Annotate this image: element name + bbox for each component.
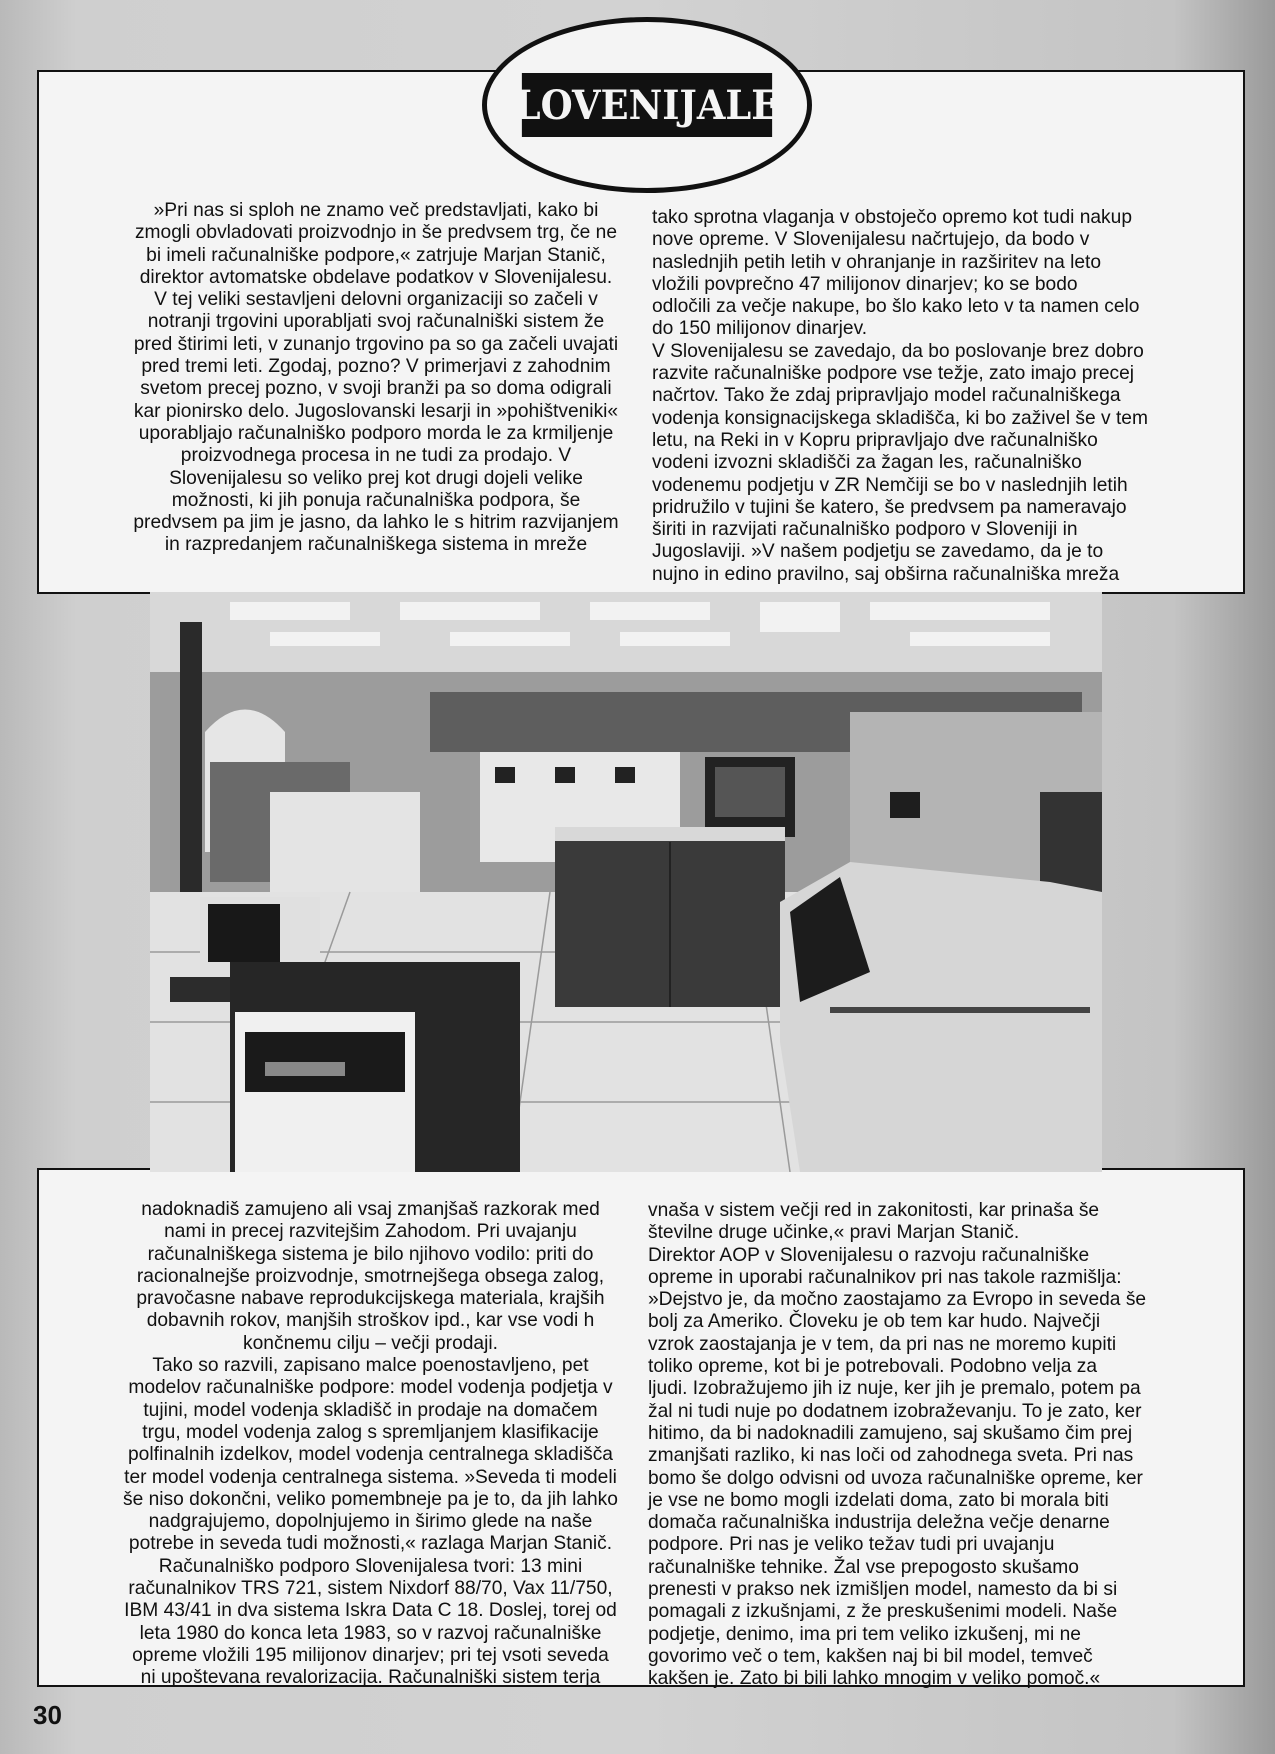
text-column-bottom-left: nadoknadiš zamujeno ali vsaj zmanjšaš razkorak med nami in precej razvitejšim Zahodom. Pri uvajanju računalniškega sistema je bilo njihovo vodilo: priti do racionalnejše proizvodnje, smotrnejšega obsega zalog, pravočasne nabave reprodukcijskega materiala, krajših dobavnih rokov, manjših stroškov ipd., kar vse vodi h končnemu cilju – večji prodaji. Tako so razvili, zapisano malce poenostavljeno, pet modelov računalniške podpore: model vodenja podjetja v tujini, model vodenja skladišč in prodaje na domačem trgu, model vodenja zalog s spremljanjem klasifikacije polfinalnih izdelkov, model vodenja centralnega skladišča ter model vodenja centralnega sistema. »Seveda ti modeli še niso dokončni, veliko pomembneje pa je to, da jih lahko nadgrajujemo, dopolnjujemo in širimo glede na naše potrebe in seveda tudi možnosti,« razlaga Marjan Stanič. Računalniško podporo Slovenijalesa tvori: 13 mini računalnikov TRS 721, sistem Nixdorf 88/70, Vax 11/750, IBM 43/41 in dva sistema Iskra Data C 18. Doslej, torej od leta 1980 do konca leta 1983, so v razvoj računalniške opreme vložili 195 milijonov dinarjev; pri tej vsoti seveda ni upoštevana revalorizacija. Računalniški sistem terja	[123, 1199, 618, 1689]
title-badge	[482, 17, 812, 193]
text-column-top-right: tako sprotna vlaganja v obstoječo opremo kot tudi nakup nove opreme. V Slovenijalesu načrtujejo, da bodo v naslednjih petih letih v ohranjanje in razširitev na leto vložili povprečno 47 milijonov dinarjev; ko se bodo odločili za večje nakupe, bo šlo kako leto v ta namen celo do 150 milijonov dinarjev. V Slovenijalesu se zavedajo, da bo poslovanje brez dobro razvite računalniške podpore vse težje, zato imajo precej načrtov. Tako že zdaj pripravljajo model računalniškega vodenja konsignacijskega skladišča, ki bo zaživel še v tem letu, na Reki in v Kopru pripravljajo dve računalniško vodeni izvozni skladišči za žagan les, računalniško vodenemu podjetju v ZR Nemčiji se bo v naslednjih letih pridružilo v tujini še katero, še predvsem pa nameravajo širiti in razvijati računalniško podporo v Sloveniji in Jugoslaviji. »V našem podjetju se zavedamo, da je to nujno in edino pravilno, saj obširna računalniška mreža	[652, 207, 1148, 585]
text-column-bottom-right: vnaša v sistem večji red in zakonitosti, kar prinaša še številne druge učinke,« pravi Marjan Stanič. Direktor AOP v Slovenijalesu o razvoju računalniške opreme in uporabi računalnikov pri nas takole razmišlja: »Dejstvo je, da močno zaostajamo za Evropo in seveda še bolj za Ameriko. Človeku je ob tem kar hudo. Največji vzrok zaostajanja je v tem, da pri nas ne moremo kupiti toliko opreme, kot bi je potrebovali. Podobno velja za ljudi. Izobražujemo jih iz nuje, ker jih je premalo, potem pa žal ni tudi nuje po dodatnem izobraževanju. To je zato, ker hitimo, da bi nadoknadili zamujeno, saj skušamo čim prej zmanjšati razliko, ki nas loči od zahodnega sveta. Pri nas bomo še dolgo odvisni od uvoza računalniške opreme, ker je vse ne bomo mogli izdelati doma, zato bi morala biti domača računalniška industrija deležna večje denarne podpore. Pri nas je veliko težav tudi pri uvajanju računalniške tehnike. Žal vse prepogosto skušamo prenesti v prakso nek izmišljen model, namesto da bi si pomagali z izkušnjami, z že preskušenimi modeli. Naše podjetje, denimo, ima pri tem veliko izkušenj, mi ne govorimo več o tem, kakšen naj bi bil model, temveč kakšen je. Zato bi bili lahko mnogim v veliko pomoč.«	[648, 1200, 1147, 1690]
page-number: 30	[33, 1700, 62, 1730]
text-column-top-left: »Pri nas si sploh ne znamo več predstavljati, kako bi zmogli obvladovati proizvodnjo in še predvsem trg, če ne bi imeli računalniške podpore,« zatrjuje Marjan Stanič, direktor avtomatske obdelave podatkov v Slovenijalesu. V tej veliki sestavljeni delovni organizaciji so začeli v notranji trgovini uporabljati svoj računalniški sistem že pred štirimi leti, v zunanjo trgovino pa so ga začeli uvajati pred tremi leti. Zgodaj, pozno? V primerjavi z zahodnim svetom precej pozno, v svoji branži pa so doma odigrali kar pionirsko delo. Jugoslovanski lesarji in »pohištveniki« uporabljajo računalniško podporo morda le za krmiljenje proizvodnega procesa in ne tudi za prodajo. V Slovenijalesu so veliko prej kot drugi dojeli velike možnosti, ki jih ponuja računalniška podpora, še predvsem pa jim je jasno, da lahko le s hitrim razvijanjem in razpredanjem računalniškega sistema in mreže	[133, 200, 619, 556]
page-title: SLOVENIJALES	[522, 73, 772, 137]
computer-room-photo	[150, 592, 1102, 1172]
